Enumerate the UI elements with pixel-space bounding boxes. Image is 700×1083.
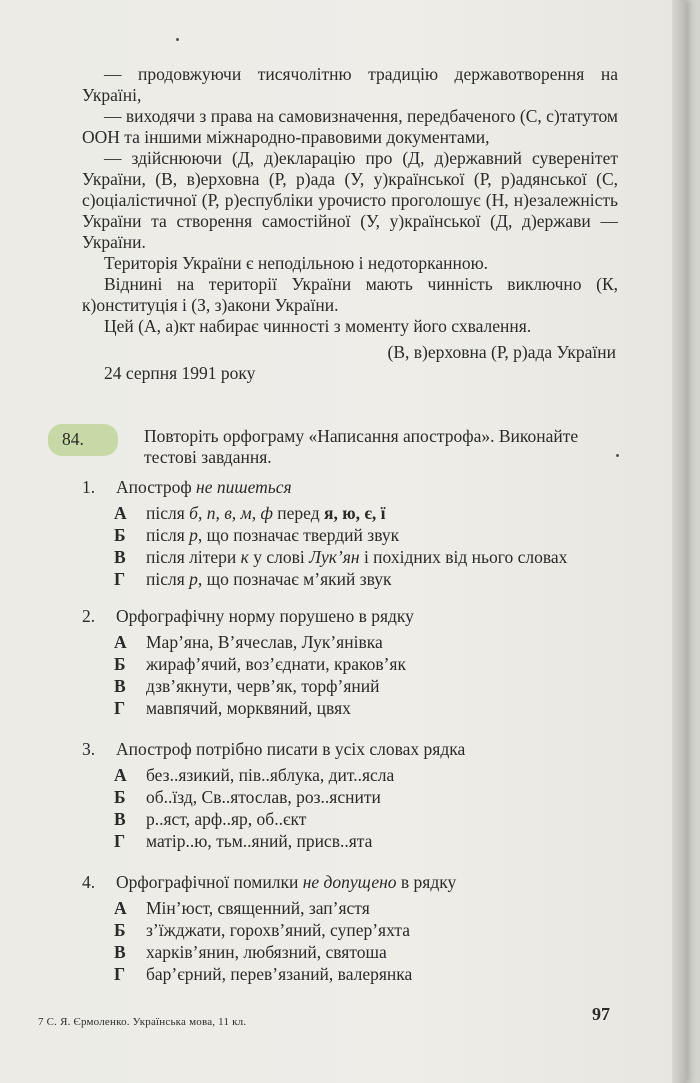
q2-option-b: Б жираф’ячий, воз’єднати, краков’як xyxy=(114,654,406,674)
option-letter: Г xyxy=(114,569,126,589)
question-text: Орфографічну норму порушено в рядку xyxy=(116,606,414,626)
option-letter: Б xyxy=(114,525,126,545)
page-gutter xyxy=(672,0,686,1083)
q1-option-b: Б після р, що позначає твердий звук xyxy=(114,525,400,545)
date: 24 серпня 1991 року xyxy=(104,363,256,383)
question-4-title xyxy=(82,872,456,893)
q4-option-b: Б з’їжджати, горохв’яний, супер’яхта xyxy=(114,920,411,940)
question-1-title xyxy=(82,477,292,498)
option-letter: В xyxy=(114,547,126,567)
task-number: 84. xyxy=(62,429,84,449)
question-text: Апостроф потрібно писати в усіх словах рядка xyxy=(116,739,466,759)
question-text: Апостроф xyxy=(116,477,197,497)
question-text: Орфографічної помилки xyxy=(116,872,303,892)
q3-option-b: Б об..їзд, Св..ятослав, роз..яснити xyxy=(114,787,381,807)
signature: (В, в)ерховна (Р, р)ада України xyxy=(387,342,616,362)
intro-line-6: Цей (А, а)кт набирає чинності з моменту його схвалення. xyxy=(104,316,532,336)
q2-option-a: А Мар’яна, В’ячеслав, Лук’янівка xyxy=(114,632,383,652)
question-text-italic: не пишеться xyxy=(196,477,292,497)
q1-option-a: А після б, п, в, м, ф перед я, ю, є, ї xyxy=(114,503,386,523)
intro-line-5: Віднині на території України мають чинність виключно (К, к)онституція і (З, з)акони України. xyxy=(82,274,618,315)
intro-line-2: — виходячи з права на самовизначення, передбаченого (С, с)татутом ООН та іншими міжнародно-правовими документами, xyxy=(82,106,618,147)
footer-note: 7 С. Я. Єрмоленко. Українська мова, 11 кл. xyxy=(38,1016,247,1028)
question-2-title xyxy=(82,606,414,627)
task-text: Повторіть орфограму «Написання апострофа». Виконайте тестові завдання. xyxy=(144,426,579,467)
question-number: 2. xyxy=(82,606,96,626)
q4-option-d: Г бар’єрний, перев’язаний, валерянка xyxy=(114,964,413,984)
question-text-tail: в рядку xyxy=(396,872,457,892)
q1-option-c: В після літери к у слові Лук’ян і похідних від нього словах xyxy=(114,547,568,567)
option-letter: А xyxy=(114,503,127,523)
q1-option-d: Г після р, що позначає м’який звук xyxy=(114,569,392,589)
intro-line-3: — здійснюючи (Д, д)екларацію про (Д, д)ержавний суверенітет України, (В, в)ерховна (Р, р)ада (У, у)країнської (Р, р)адянської (С, с)оціалістичної (Р, р)еспубліки урочисто проголошує (Н, н)езалежність України та створення самостійної (У, у)країнської (Д, д)ержави — України. xyxy=(82,148,618,252)
q4-option-a: А Мін’юст, священний, зап’ястя xyxy=(114,898,370,918)
question-number: 1. xyxy=(82,477,96,497)
q3-option-d: Г матір..ю, тьм..яний, присв..ята xyxy=(114,831,373,851)
speck xyxy=(176,38,179,41)
page-number: 97 xyxy=(592,1004,610,1024)
intro-line-1: — продовжуючи тисячолітню традицію державотворення на Україні, xyxy=(82,64,618,105)
q2-option-c: В дзв’якнути, черв’як, торф’яний xyxy=(114,676,380,696)
q3-option-c: В р..яст, арф..яр, об..єкт xyxy=(114,809,307,829)
q4-option-c: В харків’янин, любязний, святоша xyxy=(114,942,387,962)
q3-option-a: А без..язикий, пів..яблука, дит..ясла xyxy=(114,765,395,785)
question-text-italic: не допущено xyxy=(302,872,397,892)
question-number: 4. xyxy=(82,872,96,892)
intro-line-4: Територія України є неподільною і недоторканною. xyxy=(104,253,489,273)
q2-option-d: Г мавпячий, морквяний, цвях xyxy=(114,698,351,718)
task-number-badge xyxy=(48,424,118,456)
question-3-title xyxy=(82,739,465,760)
question-number: 3. xyxy=(82,739,96,759)
